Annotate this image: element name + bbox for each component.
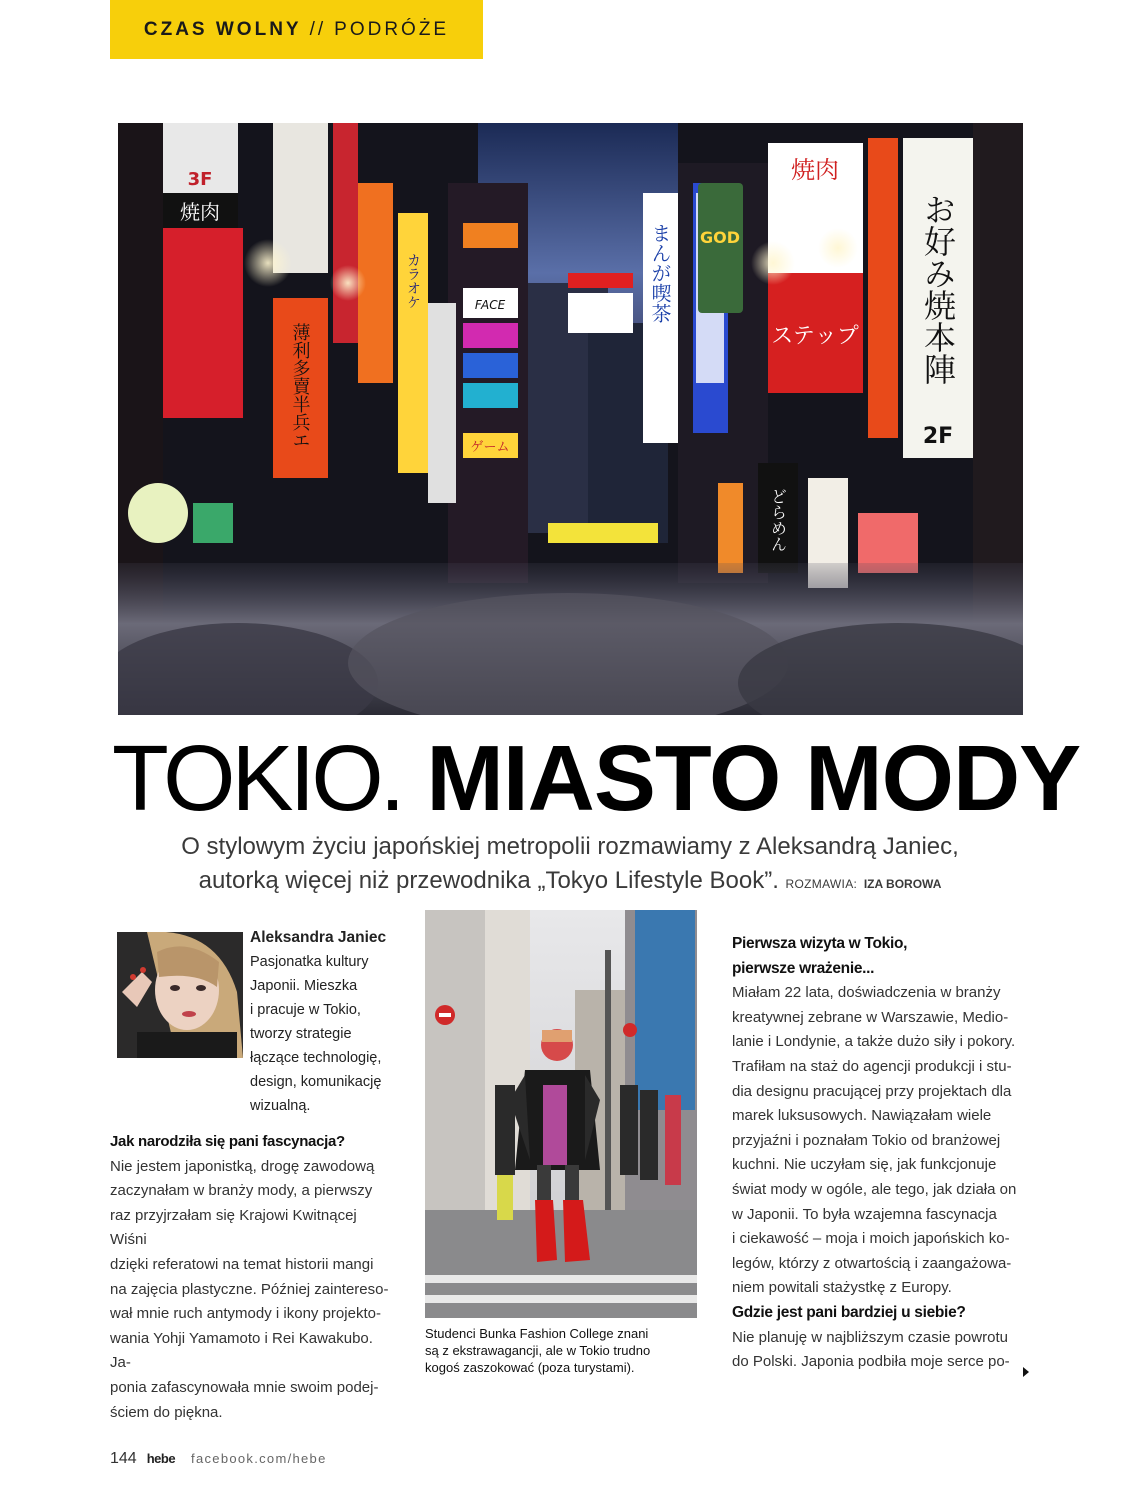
sign-text: まんが喫茶 — [648, 223, 672, 323]
page-footer — [110, 1450, 327, 1468]
text-line: marek luksusowych. Nawiązałam wiele — [732, 1107, 992, 1125]
interview-question: pierwsze wrażenie... — [732, 959, 875, 977]
bio-line: wizualną. — [250, 1098, 311, 1114]
lead-line-1: O stylowym życiu japońskiej metropolii rozmawiamy z Aleksandrą Janiec, — [181, 833, 959, 860]
text-line: lanie i Londynie, a także dużo siły i pokory. — [732, 1033, 1016, 1051]
continue-arrow-icon — [1023, 1367, 1029, 1377]
bio-line: design, komunikację — [250, 1074, 382, 1090]
text-line: i ciekawość – moja i moich japońskich ko- — [732, 1230, 1010, 1248]
interview-question: Jak narodziła się pani fascynacja? — [110, 1133, 345, 1150]
portrait-photo — [117, 932, 243, 1058]
sign-text: 2F — [922, 424, 954, 449]
sign-text: GOD — [699, 228, 741, 247]
brand-logo: hebe — [146, 1451, 176, 1466]
text-line: przyjaźni i poznałam Tokio od branżowej — [732, 1131, 1001, 1149]
bio-line: Pasjonatka kultury — [250, 954, 369, 970]
text-line: w Japonii. To była wzajemna fascynacja — [732, 1205, 997, 1223]
footer-link[interactable]: facebook.com/hebe — [191, 1451, 327, 1466]
caption-line: kogoś zaszokować (poza turystami). — [425, 1360, 635, 1375]
text-line: dia designu pracującej przy projektach dla — [732, 1082, 1012, 1100]
text-line: wał mnie ruch antymody i ikony projekto- — [110, 1305, 381, 1323]
photo-caption — [425, 1325, 697, 1376]
sign-text: どらめん — [768, 488, 788, 552]
sign-text: 薄利多賣半兵エ — [289, 323, 311, 449]
text-line: dzięki referatowi na temat historii mangi — [110, 1255, 374, 1273]
headline-light: TOKIO. — [112, 726, 402, 830]
interview-question: Gdzie jest pani bardziej u siebie? — [732, 1303, 966, 1321]
bio-line: Japonii. Mieszka — [250, 978, 358, 994]
section-separator: // — [309, 18, 327, 40]
text-line: ściem do piękna. — [110, 1403, 223, 1421]
bio-line: tworzy strategie — [250, 1026, 352, 1042]
page-number: 144 — [110, 1450, 137, 1467]
article-column-3 — [732, 932, 1020, 1375]
text-line: kreatywnej zebrane w Warszawie, Medio- — [732, 1008, 1009, 1026]
text-line: niem powitali stażystkę z Europy. — [732, 1279, 952, 1297]
text-line: zaczynałam w branży mody, a pierwszy — [110, 1182, 373, 1200]
sign-text: 3F — [187, 169, 213, 190]
text-line: raz przyjrzałam się Krajowi Kwitnącej Wiśni — [110, 1206, 357, 1249]
credit-label: ROZMAWIA: — [785, 877, 858, 891]
text-line: na zajęcia plastyczne. Później zaintereso- — [110, 1280, 389, 1298]
section-tag — [110, 0, 483, 59]
text-line: wania Yohji Yamamoto i Rei Kawakubo. Ja- — [110, 1329, 373, 1372]
bio-line: i pracuje w Tokio, — [250, 1002, 361, 1018]
text-line: Nie jestem japonistką, drogę zawodową — [110, 1157, 375, 1175]
sign-text: お好み焼本陣 — [919, 193, 957, 385]
text-line: Nie planuję w najbliższym czasie powrotu — [732, 1328, 1008, 1346]
text-line: świat mody w ogóle, ale tego, jak działa on — [732, 1180, 1017, 1198]
sign-text: 焼肉 — [791, 156, 839, 184]
text-line: do Polski. Japonia podbiła moje serce po- — [732, 1353, 1010, 1371]
caption-line: Studenci Bunka Fashion College znani — [425, 1326, 649, 1341]
hero-photo — [118, 123, 1023, 715]
sign-text: 焼肉 — [180, 200, 220, 224]
lead — [110, 830, 1030, 901]
headline-bold: MIASTO MODY — [426, 726, 1081, 830]
caption-line: są z ekstrawagancji, ale w Tokio trudno — [425, 1343, 651, 1358]
bio — [250, 926, 410, 1118]
bio-name: Aleksandra Janiec — [250, 929, 387, 946]
article-column-1 — [110, 1130, 396, 1425]
interview-question: Pierwsza wizyta w Tokio, — [732, 935, 908, 952]
headline — [112, 726, 1081, 830]
text-line: Trafiłam na staż do agencji produkcji i stu- — [732, 1057, 1012, 1075]
street-photo — [425, 910, 697, 1318]
sign-text: ゲーム — [470, 440, 510, 455]
text-line: legów, którzy z otwartością i zaangażowa- — [732, 1254, 1012, 1272]
section-category: CZAS WOLNY — [143, 18, 302, 40]
lead-line-2: autorką więcej niż przewodnika „Tokyo Lifestyle Book”. — [198, 867, 779, 894]
text-line: ponia zafascynowała mnie swoim podej- — [110, 1378, 379, 1396]
text-line: Miałam 22 lata, doświadczenia w branży — [732, 984, 1001, 1002]
sign-text: FACE — [474, 298, 506, 312]
section-subcategory: PODRÓŻE — [334, 18, 450, 40]
bio-line: łączące technologię, — [250, 1050, 382, 1066]
sign-text: ステップ — [771, 324, 859, 349]
sign-text: カラオケ — [405, 253, 421, 309]
credit-name: IZA BOROWA — [863, 877, 942, 891]
text-line: kuchni. Nie uczyłam się, jak funkcjonuje — [732, 1156, 997, 1174]
